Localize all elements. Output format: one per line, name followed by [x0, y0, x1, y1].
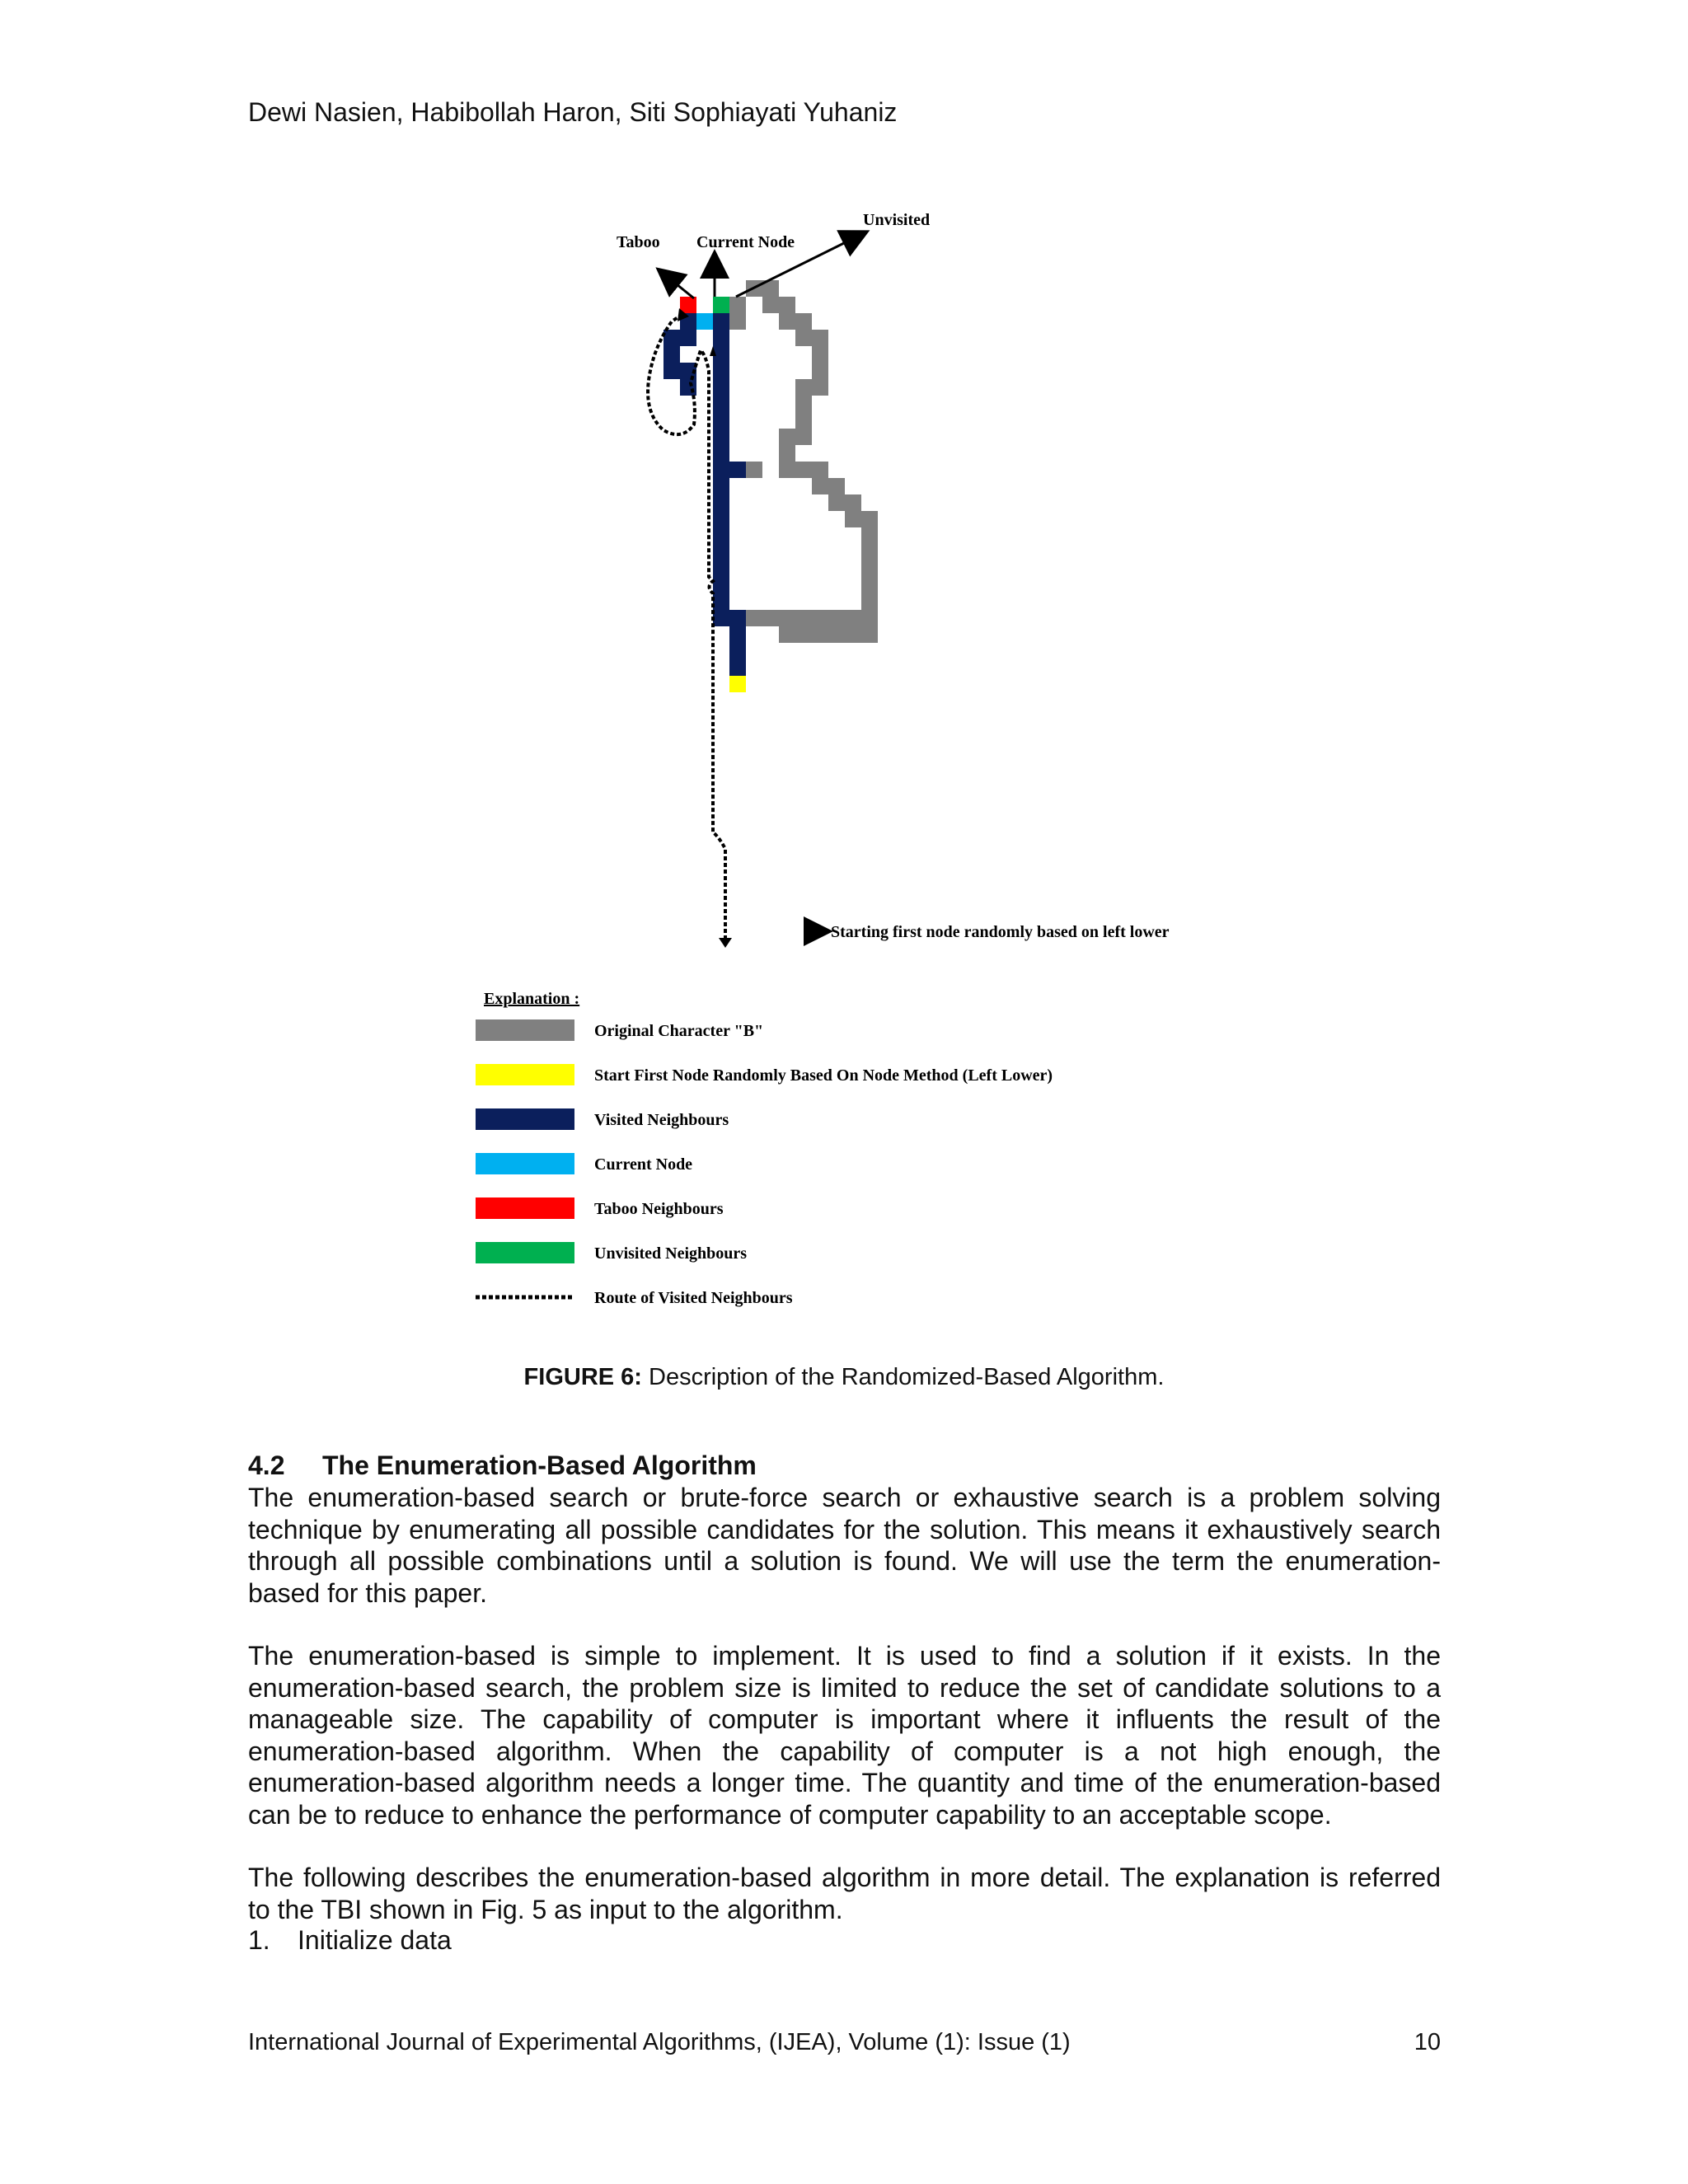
- legend-label: Route of Visited Neighbours: [594, 1289, 793, 1307]
- paragraph-1: The enumeration-based search or brute-force search or exhaustive search is a problem solving technique by enumerating all possible candidates for the solution. This means it exhaustively search through all possible combinations until a solution is found. We will use the term the enumeration-based for this paper.: [248, 1483, 1441, 1608]
- visited-neighbour-cell: [729, 659, 746, 676]
- original-character-cell: [795, 396, 812, 412]
- figure-caption-text: Description of the Randomized-Based Algorithm.: [641, 1364, 1165, 1390]
- paragraph-3: The following describes the enumeration-based algorithm in more detail. The explanation is referred to the TBI shown in Fig. 5 as input to the algorithm.: [248, 1863, 1441, 1924]
- original-character-cell: [845, 626, 861, 643]
- visited-neighbour-cell: [713, 363, 729, 379]
- legend-swatch: [476, 1064, 574, 1085]
- visited-neighbour-cell: [713, 313, 729, 330]
- original-character-cell: [795, 626, 812, 643]
- original-character-cell: [861, 544, 878, 560]
- visited-neighbour-cell: [729, 610, 746, 626]
- section-heading: [248, 1451, 757, 1481]
- list-item-number: 1.: [248, 1925, 270, 1955]
- list-item-initialize: [248, 1925, 452, 1956]
- route-end-arrowhead: [719, 938, 732, 948]
- original-character-cell: [861, 593, 878, 610]
- original-character-cell: [795, 429, 812, 445]
- legend-label: Current Node: [594, 1155, 693, 1174]
- section-number: 4.2: [248, 1451, 285, 1480]
- original-character-cell: [845, 494, 861, 511]
- legend-swatch: [476, 1108, 574, 1130]
- label-current-node: Current Node: [696, 233, 795, 251]
- original-character-cell: [795, 313, 812, 330]
- visited-neighbour-cell: [713, 330, 729, 346]
- visited-neighbour-cell: [713, 412, 729, 429]
- label-starting-node: Starting first node randomly based on left lower: [831, 923, 1170, 941]
- original-character-cell: [845, 511, 861, 527]
- original-character-cell: [861, 560, 878, 577]
- legend-swatch: [476, 1153, 574, 1174]
- legend-label: Taboo Neighbours: [594, 1200, 724, 1218]
- original-character-cell: [812, 462, 828, 478]
- running-header-authors: Dewi Nasien, Habibollah Haron, Siti Sophiayati Yuhaniz: [248, 97, 898, 127]
- visited-neighbour-cell: [680, 330, 696, 346]
- original-character-cell: [861, 626, 878, 643]
- visited-neighbour-cell: [713, 577, 729, 593]
- label-taboo: Taboo: [617, 233, 660, 251]
- visited-neighbour-cell: [713, 462, 729, 478]
- original-character-cell: [729, 297, 746, 313]
- original-character-cell: [795, 462, 812, 478]
- visited-neighbour-cell: [713, 494, 729, 511]
- original-character-cell: [812, 478, 828, 494]
- footer-page-number: 10: [1414, 2029, 1441, 2055]
- visited-neighbour-cell: [713, 560, 729, 577]
- section-title: The Enumeration-Based Algorithm: [322, 1451, 757, 1480]
- figure-legend: [476, 1019, 1053, 1307]
- figure-caption: [0, 1364, 1688, 1391]
- visited-neighbour-cell: [713, 610, 729, 626]
- start-node-cell: [729, 676, 746, 692]
- original-character-cell: [812, 330, 828, 346]
- original-character-cell: [812, 610, 828, 626]
- visited-neighbour-cell: [663, 363, 680, 379]
- original-character-cell: [779, 626, 795, 643]
- visited-neighbour-cell: [729, 643, 746, 659]
- original-character-cell: [746, 610, 762, 626]
- visited-neighbour-cell: [713, 478, 729, 494]
- figure-caption-label: FIGURE 6:: [523, 1364, 642, 1390]
- figure-6: [462, 206, 1228, 1335]
- original-character-cell: [762, 610, 779, 626]
- legend-swatch: [476, 1197, 574, 1219]
- visited-neighbour-cell: [713, 593, 729, 610]
- character-b-diagram: [462, 206, 1228, 1335]
- original-character-cell: [779, 297, 795, 313]
- original-character-cell: [861, 527, 878, 544]
- original-character-cell: [779, 610, 795, 626]
- original-character-cell: [861, 577, 878, 593]
- legend-label: Original Character "B": [594, 1022, 764, 1040]
- original-character-cell: [812, 346, 828, 363]
- visited-neighbour-cell: [713, 429, 729, 445]
- original-character-cell: [795, 412, 812, 429]
- explanation-title: Explanation :: [484, 990, 580, 1008]
- visited-neighbour-cell: [713, 527, 729, 544]
- original-character-cell: [812, 363, 828, 379]
- original-character-cell: [828, 626, 845, 643]
- visited-neighbour-cell: [729, 626, 746, 643]
- paragraph-2: The enumeration-based is simple to implement. It is used to find a solution if it exists. In the enumeration-based search, the problem size is limited to reduce the set of candidate solutions to a manageable size. The capability of computer is important where it influents the result of the enumeration-based algorithm. When the capability of computer is a not high enough, the enumeration-based algorithm needs a longer time. The quantity and time of the enumeration-based can be to reduce to enhance the performance of computer capability to an acceptable scope.: [248, 1641, 1441, 1830]
- original-character-cell: [795, 379, 812, 396]
- original-character-cell: [762, 297, 779, 313]
- original-character-cell: [729, 313, 746, 330]
- original-character-cell: [795, 330, 812, 346]
- legend-label: Unvisited Neighbours: [594, 1244, 748, 1263]
- current-node-cell: [696, 313, 713, 330]
- taboo-neighbour-cell: [680, 297, 696, 313]
- visited-neighbour-cell: [680, 379, 696, 396]
- taboo-arrow: [659, 270, 694, 298]
- original-character-cell: [861, 511, 878, 527]
- legend-label: Visited Neighbours: [594, 1111, 729, 1129]
- unvisited-neighbour-cell: [713, 297, 729, 313]
- visited-neighbour-cell: [713, 396, 729, 412]
- legend-label: Start First Node Randomly Based On Node Method (Left Lower): [594, 1066, 1053, 1085]
- legend-swatch: [476, 1019, 574, 1041]
- original-character-cell: [779, 445, 795, 462]
- original-character-cell: [828, 494, 845, 511]
- visited-neighbour-cell: [713, 511, 729, 527]
- visited-neighbour-cell: [713, 379, 729, 396]
- original-character-cell: [845, 610, 861, 626]
- visited-neighbour-cell: [729, 462, 746, 478]
- legend-swatch: [476, 1242, 574, 1263]
- original-character-cell: [795, 610, 812, 626]
- original-character-cell: [746, 462, 762, 478]
- footer-journal: International Journal of Experimental Algorithms, (IJEA), Volume (1): Issue (1): [248, 2029, 1071, 2055]
- visited-neighbour-cell: [663, 346, 680, 363]
- original-character-cell: [779, 429, 795, 445]
- label-unvisited: Unvisited: [863, 211, 931, 229]
- pixel-grid: [663, 280, 878, 692]
- visited-neighbour-cell: [713, 445, 729, 462]
- list-item-text: Initialize data: [298, 1925, 452, 1955]
- original-character-cell: [812, 626, 828, 643]
- original-character-cell: [828, 610, 845, 626]
- original-character-cell: [812, 379, 828, 396]
- original-character-cell: [861, 610, 878, 626]
- original-character-cell: [828, 478, 845, 494]
- visited-neighbour-cell: [663, 330, 680, 346]
- original-character-cell: [779, 462, 795, 478]
- original-character-cell: [779, 313, 795, 330]
- visited-neighbour-cell: [713, 544, 729, 560]
